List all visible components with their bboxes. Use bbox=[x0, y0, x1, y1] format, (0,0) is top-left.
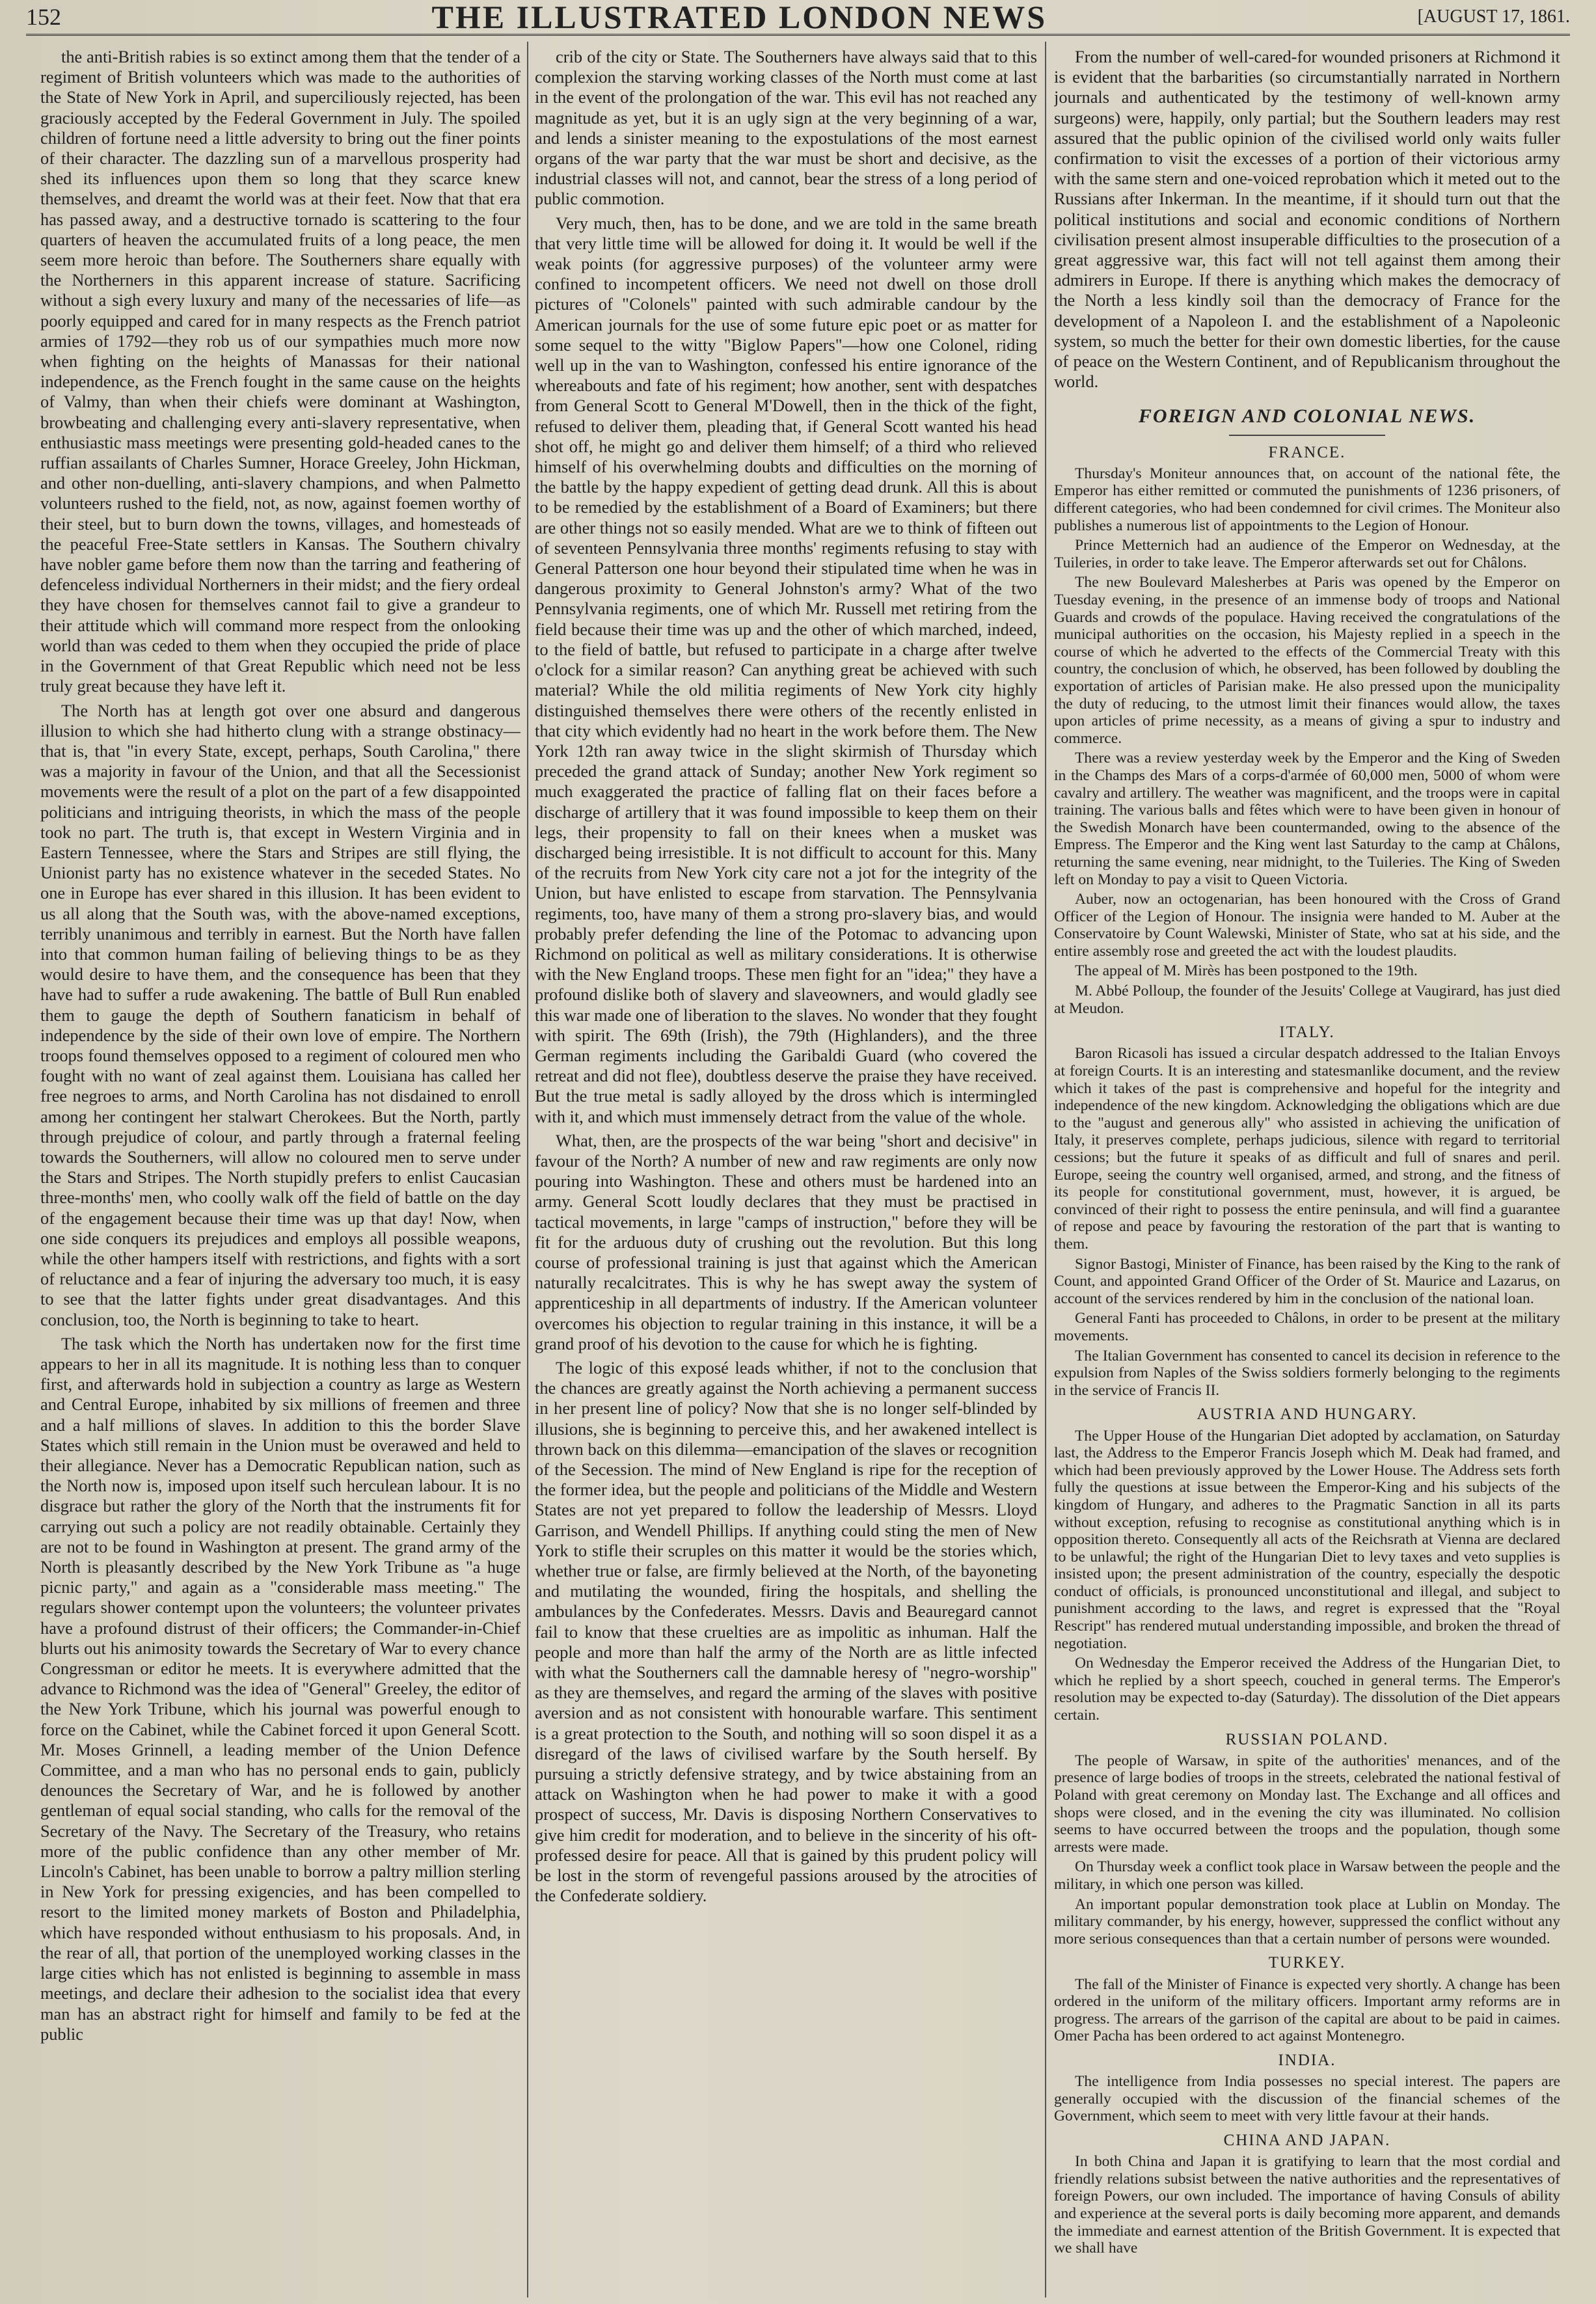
article-column-3 bbox=[1054, 47, 1560, 2291]
news-paragraph: Auber, now an octogenarian, has been honoured with the Cross of Grand Officer of the Legion of Honour. The insignia were handed to M. Auber at the Conservatoire by Count Walewski, Minister of State, who sat at his side, and the entire assembly rose and greeted the act with the loudest plaudits. bbox=[1054, 891, 1560, 960]
news-section-heading: INDIA. bbox=[1278, 2051, 1336, 2069]
article-paragraph: The logic of this exposé leads whither, if not to the conclusion that the chances are greatly against the North achieving a permanent success in her present line of policy? Now that she is no longer self-blinded by illusions, she is beginning to perceive this, and her awakened intellect is thrown back on this dilemma—emancipation of the slaves or recognition of the Secession. The mind of New England is ripe for the reception of the former idea, but the people and politicians of the Middle and Western States are not yet prepared to follow the leadership of Messrs. Lloyd Garrison, and Wendell Phillips. If anything could sting the men of New York to stifle their scruples on this matter it would be the stories which, whether true or false, are firmly believed at the North, of the bayoneting and mutilating the wounded, firing the hospitals, and shelling the ambulances by the Confederates. Messrs. Davis and Beauregard cannot fail to know that these cruelties are as impolitic as inhuman. Half the people and more than half the army of the North are as little infected with what the Southerners call the damnable heresy of "negro-worship" as they are themselves, and regard the arming of the slaves with positive aversion and as not consistent with honourable warfare. This sentiment is a great protection to the South, and nothing will so soon dispel it as a disregard of the laws of civilised warfare by the South herself. By pursuing a strictly defensive strategy, and by twice abstaining from an attack on Washington when he had power to make it with a good prospect of success, Mr. Davis is disposing Northern Conservatives to give him credit for moderation, and to believe in the sincerity of his oft-professed desire for peace. All that is gained by this prudent policy will be lost in the storm of revengeful passions aroused by the atrocities of the Confederate soldiery. bbox=[535, 1358, 1037, 1906]
news-paragraph: The fall of the Minister of Finance is expected very shortly. A change has been ordered in the uniform of the military officers. Important army reforms are in progress. The arrears of the garrison of the capital are about to be paid in caimes. Omer Pacha has been ordered to act against Montenegro. bbox=[1054, 1975, 1560, 2045]
article-paragraph: From the number of well-cared-for wounded prisoners at Richmond it is evident that the barbarities (so circumstantially narrated in Northern journals and authenticated by the testimony of well-known army surgeons) were, happily, only partial; but the Southern leaders may rest assured that the public opinion of the civilised world only waits fuller confirmation to visit the excesses of a portion of their victorious army with the same stern and one-voiced reprobation which it meted out to the Russians after Inkerman. In the meantime, if it should turn out that the political institutions and social and economic conditions of Northern civilisation present almost insuperable difficulties to the prosecution of a great aggressive war, this fact will not tell against them among their admirers in Europe. If there is anything which makes the democracy of the North a less kindly soil than the democracy of France for the development of a Napoleon I. and the establishment of a Napoleonic system, so much the better for their own domestic liberties, for the cause of peace on the Western Continent, and of Republicanism throughout the world. bbox=[1054, 47, 1560, 392]
news-paragraph: In both China and Japan it is gratifying to learn that the most cordial and friendly relations subsist between the native authorities and the representatives of foreign Powers, our own included. The importance of having Consuls of ability and experience at the several ports is daily becoming more apparent, and demands the immediate and earnest attention of the British Government. It is expected that we shall have bbox=[1054, 2153, 1560, 2257]
article-paragraph: the anti-British rabies is so extinct among them that the tender of a regiment of British volunteers which was made to the authorities of the State of New York in April, and superciliously rejected, has been graciously accepted by the Federal Government in July. The spoiled children of fortune need a little adversity to bring out the finer points of their character. The dazzling sun of a marvellous prosperity had shed its influences upon them so long that they scarce knew themselves, and dreamt the world was at their feet. Now that that era has passed away, and a destructive tornado is scattering to the four quarters of heaven the accumulated fruits of a long peace, the men seem more heroic than before. The Southerners share equally with the Northerners in this apparent increase of stature. Sacrificing without a sigh every luxury and many of the necessaries of life—as poorly equipped and cared for in many respects as the French patriot armies of 1792—they rob us of our sympathies much more now when fighting on the heights of Manassas for their national independence, as the French fought in the same cause on the heights of Valmy, than when their chiefs were dominant at Washington, browbeating and challenging every anti-slavery representative, when enthusiastic mass meetings were presenting gold-headed canes to the ruffian assailants of Charles Sumner, Horace Greeley, John Hickman, and other non-duelling, anti-slavery champions, and when Palmetto volunteers rushed to the field, not, as now, against foemen worthy of their steel, but to burn down the towns, villages, and homesteads of the peaceful Free-State settlers in Kansas. The Southern chivalry have nobler game before them now than the tarring and feathering of defenceless individual Northerners in their midst; and the fiery ordeal they have chosen for themselves cannot fail to give a grandeur to their attitude which will command more respect from the onlooking world than was ceded to them when they occupied the pride of place in the Government of that Great Republic which need not be less truly great because they have left it. bbox=[40, 47, 521, 696]
article-paragraph: The task which the North has undertaken now for the first time appears to her in all its magnitude. It is nothing less than to conquer first, and afterwards hold in subjection a country as large as Western and Central Europe, inhabited by six millions of freemen and three and a half millions of slaves. In addition to this the border Slave States which still remain in the Union must be overawed and held to their allegiance. Never has a Democratic Republican nation, such as the North now is, imposed upon itself such herculean labour. It is no disgrace but rather the glory of the North that the instruments fit for carrying out such a policy are not readily obtainable. Certainly they are not to be found in Washington at present. The grand army of the North is pleasantly described by the New York Tribune as "a huge picnic party," and again as a "considerable mass meeting." The regulars shower contempt upon the volunteers; the volunteer privates have a profound distrust of their officers; the Commander-in-Chief blurts out his animosity towards the Secretary of War to every chance Congressman or editor he meets. It is everywhere admitted that the advance to Richmond was the idea of "General" Greeley, the editor of the New York Tribune, which his journal was powerful enough to force on the Cabinet, while the Cabinet forced it upon General Scott. Mr. Moses Grinnell, a leading member of the Union Defence Committee, and a man who has no personal ends to gain, publicly denounces the Secretary of War, and he is followed by another gentleman of equal social standing, who calls for the removal of the Secretary of the Navy. The Secretary of the Treasury, who retains more of the public confidence than any other member of Mr. Lincoln's Cabinet, has been unable to borrow a paltry million sterling in New York for pressing exigencies, and has been compelled to resort to the limited money markets of Boston and Philadelphia, which have responded without enthusiasm to his proposals. And, in the rear of all, that portion of the unemployed working classes in the large cities which has not enlisted is beginning to assemble in mass meetings, and declare their adhesion to the socialist idea that every man has an abstract right for himself and family to be fed at the public bbox=[40, 1333, 521, 2044]
news-section-heading: ITALY. bbox=[1279, 1023, 1335, 1042]
news-paragraph: M. Abbé Polloup, the founder of the Jesuits' College at Vaugirard, has just died at Meudon. bbox=[1054, 983, 1560, 1017]
news-paragraph: The people of Warsaw, in spite of the authorities' menances, and of the presence of large bodies of troops in the streets, celebrated the national festival of Poland with great ceremony on Monday last. The Exchange and all offices and shops were closed, and in the evening the city was illuminated. No collision seems to have occurred between the troops and the population, though some arrests were made. bbox=[1054, 1752, 1560, 1856]
article-paragraph: The North has at length got over one absurd and dangerous illusion to which she had hitherto clung with a strange obstinacy—that is, that "in every State, except, perhaps, South Carolina," there was a majority in favour of the Union, and that all the Secessionist movements were the result of a plot on the part of a few disappointed politicians and intriguing theorists, in which the mass of the people took no part. The truth is, that except in Western Virginia and in Eastern Tennessee, where the Stars and Stripes are still flying, the Unionist party has no existence whatever in the seceded States. No one in Europe has ever shared in this illusion. It has been evident to us all along that the South was, with the above-named exceptions, terribly unanimous and terribly in earnest. But the North have fallen into that common human failing of believing things to be as they would desire to have them, and the consequence has been that they have had to suffer a rude awakening. The battle of Bull Run enabled them to gauge the depth of Southern fanaticism in behalf of independence by the side of their own love of empire. The Northern troops found themselves opposed to a regiment of coloured men who fought with no want of zeal against them. Louisiana has called her free negroes to arms, and North Carolina has not disdained to enroll among her contingent her stalwart Cherokees. But the North, partly through prejudice of colour, and partly through a fraternal feeling towards the Southerners, will allow no coloured men to serve under the Stars and Stripes. The North stupidly prefers to enlist Caucasian three-months' men, who coolly walk off the field of battle on the day of the engagement because their time was up that day! Now, when one side conquers its prejudices and employs all possible weapons, while the other hampers itself with restrictions, and fights with a sort of reluctance and a fear of injuring the adversary too much, it is easy to see that the latter fights under great disadvantages. And this conclusion, too, the North is beginning to take to heart. bbox=[40, 700, 521, 1329]
news-paragraph: On Thursday week a conflict took place in Warsaw between the people and the military, in which one person was killed. bbox=[1054, 1858, 1560, 1893]
article-paragraph: What, then, are the prospects of the war being "short and decisive" in favour of the North? A number of new and raw regiments are only now pouring into Washington. These and others must be hardened into an army. General Scott loudly declares that they must be practised in tactical movements, in large "camps of instruction," before they will be fit for the arduous duty of crushing out the revolution. But this long course of professional training is just that against which the American naturally recalcitrates. This is why he has swept away the system of apprenticeship in all departments of industry. If the American volunteer overcomes his objection to regular training in this instance, it will be a grand proof of his devotion to the cause for which he is fighting. bbox=[535, 1130, 1037, 1353]
masthead bbox=[26, 0, 1570, 36]
news-paragraph: Signor Bastogi, Minister of Finance, has been raised by the King to the rank of Count, and appointed Grand Officer of the Order of St. Maurice and Lazarus, on account of the services rendered by him in the conclusion of the national loan. bbox=[1054, 1255, 1560, 1307]
news-paragraph: An important popular demonstration took place at Lublin on Monday. The military commander, by his energy, however, suppressed the conflict without any more serious consequences than that a certain number of persons were wounded. bbox=[1054, 1895, 1560, 1947]
foreign-news-title: FOREIGN AND COLONIAL NEWS. bbox=[1138, 405, 1476, 427]
page-number: 152 bbox=[26, 4, 61, 30]
article-paragraph: crib of the city or State. The Southerners have always said that to this complexion the starving working classes of the North must come at last in the event of the prolongation of the war. This evil has not reached any magnitude as yet, but it is an ugly sign at the very beginning of a war, and lends a sinister meaning to the expostulations of the most earnest organs of the war party that the war must be short and decisive, as the industrial classes will not, and cannot, bear the stress of a long period of public commotion. bbox=[535, 47, 1037, 209]
news-paragraph: The Italian Government has consented to cancel its decision in reference to the expulsion from Naples of the Swiss soldiers formerly belonging to the regiments in the service of Francis II. bbox=[1054, 1347, 1560, 1399]
news-section-heading: CHINA AND JAPAN. bbox=[1223, 2131, 1391, 2149]
news-section-heading: TURKEY. bbox=[1268, 1954, 1346, 1972]
article-paragraph: Very much, then, has to be done, and we are told in the same breath that very little time will be allowed for doing it. It would be well if the weak points (for aggressive purposes) of the volunteer army were confined to incompetent officers. We need not dwell on those droll pictures of "Colonels" painted with such admirable candour by the American journals for the use of some future epic poet or as matter for some sequel to the witty "Biglow Papers"—how one Colonel, riding well up in the van to Washington, confessed his entire ignorance of the whereabouts and fate of his regiment; how another, sent with despatches from General Scott to General M'Dowell, then in the thick of the fight, refused to deliver them, pleading that, if General Scott wanted his head shot off, he might go and deliver them himself; of a third who relieved himself of his overwhelming doubts and difficulties on the morning of the battle by the happy expedient of getting dead drunk. All this is about to be remedied by the establishment of a Board of Examiners; but there are other things not so easily mended. What are we to think of fifteen out of seventeen Pennsylvania three months' regiments refusing to stay with General Patterson one hour beyond their stipulated time when he was in dangerous proximity to General Johnston's army? What of the two Pennsylvania regiments, one of which Mr. Russell met retiring from the field because their time was up and the other of which marched, indeed, to the field of battle, but refused to participate in a charge after twelve o'clock for a similar reason? Can anything great be achieved with such material? While the old militia regiments of New York city highly distinguished themselves there were others of the recently enlisted in that city which evidently had no heart in the work before them. The New York 12th ran away twice in the slight skirmish of Thursday which preceded the grand attack of Sunday; another New York regiment so much exaggerated the practice of falling flat on their faces before a discharge of artillery that it was found impossible to keep them on their legs, their propensity to fall on their knees when a musket was discharged being irresistible. It is not difficult to account for this. Many of the recruits from New York city care not a jot for the integrity of the Union, but have enlisted to escape from starvation. The Pennsylvania regiments, too, have many of them a strong pro-slavery bias, and would probably prefer defending the line of the Potomac to advancing upon Richmond on political as well as military considerations. It is otherwise with the New England troops. These men fight for an "idea;" they have a profound dislike both of slavery and slaveowners, and would gladly see this war made one of liberation to the slaves. No wonder that they fought with spirit. The 69th (Irish), the 79th (Highlanders), and the three German regiments including the Garibaldi Guard (who covered the retreat and did not flee), doubtless deserve the praise they have received. But the true metal is sadly alloyed by the dross which is intermingled with it, and which must immensely detract from the value of the whole. bbox=[535, 213, 1037, 1126]
news-paragraph: Thursday's Moniteur announces that, on account of the national fête, the Emperor has either remitted or commuted the punishments of 1236 prisoners, of different categories, who had been condemned for civil crimes. The Moniteur also publishes a numerous list of appointments to the Legion of Honour. bbox=[1054, 465, 1560, 534]
news-paragraph: The new Boulevard Malesherbes at Paris was opened by the Emperor on Tuesday evening, in the presence of an immense body of troops and National Guards and crowds of the populace. Having received the congratulations of the municipal authorities on the occasion, his Majesty replied in a speech in the course of which he adverted to the effects of the Commercial Treaty with this country, the conclusion of which, he observed, has been followed by doubling the exportation of articles of Parisian make. He also pressed upon the municipality the duty of reducing, to the utmost limit their finances would allow, the taxes upon articles of prime necessity, as a means of giving a spur to industry and commerce. bbox=[1054, 574, 1560, 747]
news-paragraph: There was a review yesterday week by the Emperor and the King of Sweden in the Champs des Mars of a corps-d'armée of 60,000 men, 5000 of whom were cavalry and artillery. The weather was magnificent, and the troops were in capital training. The various balls and fêtes which were to have been given in honour of the Swedish Monarch have been countermanded, owing to the absence of the Empress. The Emperor and the King went last Saturday to the camp at Châlons, returning the same evening, near midnight, to the Tuileries. The King of Sweden left on Monday to pay a visit to Queen Victoria. bbox=[1054, 750, 1560, 888]
news-paragraph: Baron Ricasoli has issued a circular despatch addressed to the Italian Envoys at foreign Courts. It is an interesting and statesmanlike document, and the review which it takes of the past is comprehensive and hopeful for the integrity and independence of the new kingdom. Acknowledging the obligations which are due to the "august and generous ally" who assisted in achieving the unification of Italy, it preserves complete, perhaps judicious, silence with regard to territorial cessions; but the future it speaks of as difficult and full of snares and peril. Europe, seeing the country well organised, armed, and strong, and the fitness of its people for constitutional government, must, however, it is argued, be convinced of their right to possess the entire peninsula, and will find a guarantee of repose and peace by favouring the restoration of the part that is wanting to them. bbox=[1054, 1045, 1560, 1253]
news-section-heading: AUSTRIA AND HUNGARY. bbox=[1197, 1405, 1418, 1424]
column-rule bbox=[1045, 42, 1046, 2297]
article-conclusion bbox=[1054, 47, 1560, 392]
column-rule bbox=[527, 42, 528, 2297]
news-paragraph: On Wednesday the Emperor received the Address of the Hungarian Diet, to which he replied by a short speech, couched in general terms. The Emperor's resolution may be expected to-day (Saturday). The dissolution of the Diet appears certain. bbox=[1054, 1655, 1560, 1724]
news-paragraph: The intelligence from India possesses no special interest. The papers are generally occupied with the discussion of the financial schemes of the Government, which seem to meet with very little favour at their hands. bbox=[1054, 2073, 1560, 2125]
article-column-1 bbox=[40, 47, 521, 2291]
article-column-2 bbox=[535, 47, 1037, 2291]
news-section-heading: FRANCE. bbox=[1268, 443, 1346, 461]
news-paragraph: General Fanti has proceeded to Châlons, in order to be present at the military movements. bbox=[1054, 1310, 1560, 1344]
title-rule bbox=[1229, 435, 1385, 436]
issue-date: [AUGUST 17, 1861. bbox=[1417, 7, 1570, 27]
foreign-news-sections bbox=[1054, 442, 1560, 2257]
news-paragraph: The appeal of M. Mirès has been postponed to the 19th. bbox=[1075, 962, 1418, 980]
news-paragraph: Prince Metternich had an audience of the Emperor on Wednesday, at the Tuileries, in order to take leave. The Emperor afterwards set out for Châlons. bbox=[1054, 537, 1560, 571]
news-paragraph: The Upper House of the Hungarian Diet adopted by acclamation, on Saturday last, the Address to the Emperor Francis Joseph which M. Deak had framed, and which had been previously approved by the Lower House. The Address sets forth fully the questions at issue between the Emperor-King and his subjects of the kingdom of Hungary, and adheres to the Pragmatic Sanction in all its parts without exception, refusing to recognise as constitutional anything which is in opposition thereto. Consequently all acts of the Reichsrath at Vienna are declared to be unlawful; the right of the Hungarian Diet to levy taxes and veto supplies is insisted upon; the present administration of the country, especially the despotic conduct of officials, is pronounced unconstitutional and illegal, and subject to punishment according to the laws, and regret is expressed that the "Royal Rescript" has rendered mutual understanding impossible, and broken the thread of negotiation. bbox=[1054, 1427, 1560, 1652]
paper-title: THE ILLUSTRATED LONDON NEWS bbox=[431, 0, 1048, 35]
news-section-heading: RUSSIAN POLAND. bbox=[1225, 1730, 1389, 1748]
